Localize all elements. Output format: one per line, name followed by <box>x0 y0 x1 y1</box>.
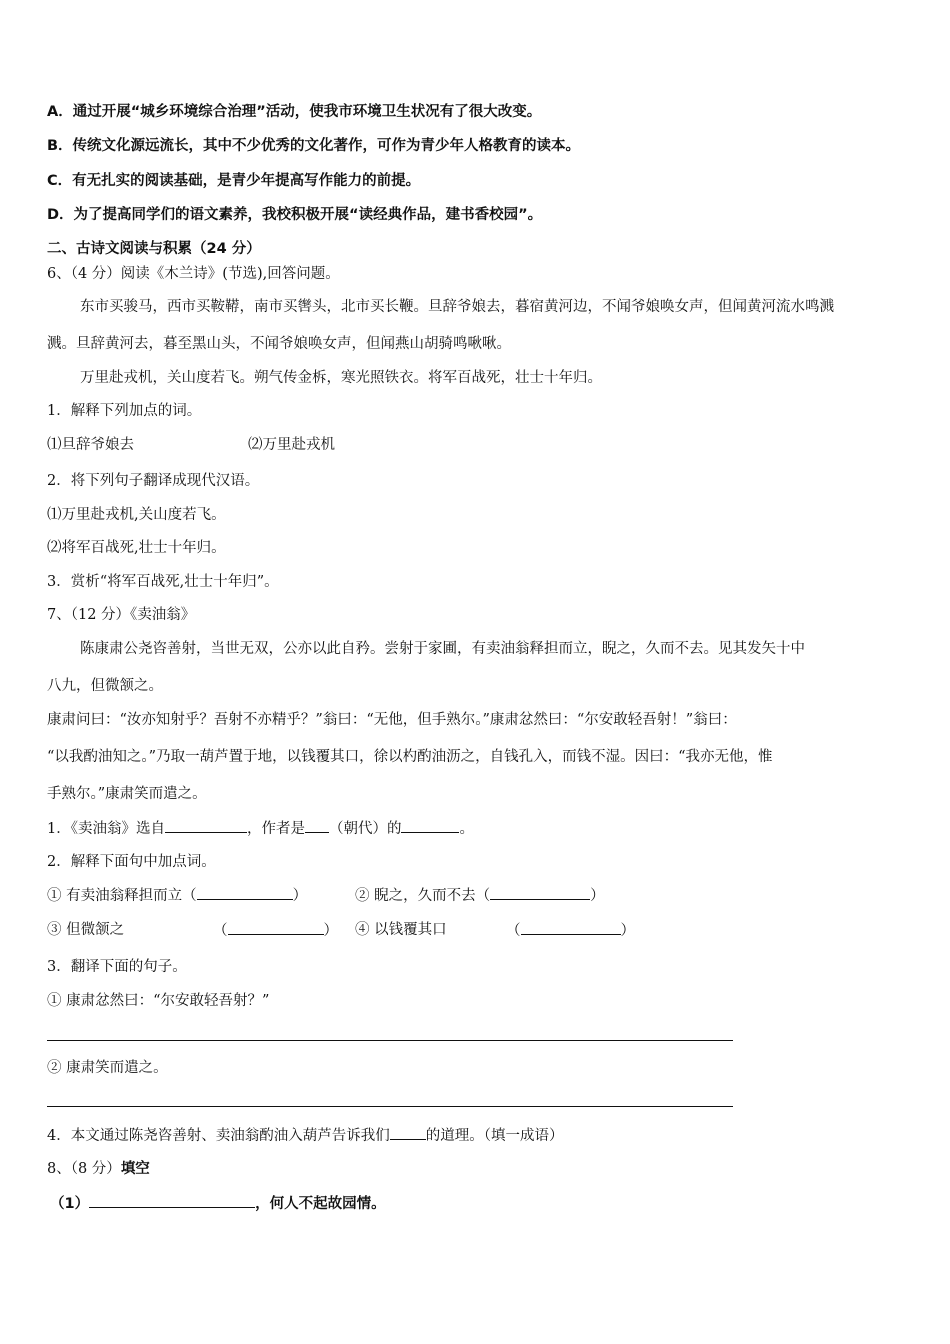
option-c: C．有无扎实的阅读基础，是青少年提高写作能力的前提。 <box>47 173 421 189</box>
q7-trans-1: ① 康肃忿然曰：“尔安敢轻吾射？” <box>47 993 270 1009</box>
answer-blank-item-4[interactable] <box>521 920 621 935</box>
q7-sub2-row-2-blank-2 <box>506 920 635 941</box>
close-paren: ） <box>620 923 635 939</box>
q8-stem <box>47 1159 150 1179</box>
answer-blank-author[interactable] <box>401 818 459 833</box>
q7-item-2-text: ② 睨之，久而不去（ <box>355 888 491 904</box>
answer-line-2[interactable] <box>47 1106 733 1107</box>
q7-stem: 7、（12 分）《卖油翁》 <box>47 607 196 623</box>
q6-sub1-item-a: ⑴旦辞爷娘去 <box>47 437 134 453</box>
q8-item-1 <box>50 1193 386 1214</box>
q7-sub1-text-1: 1．《卖油翁》选自 <box>47 821 165 837</box>
q7-sub1 <box>47 818 474 839</box>
q6-passage-line-3: 万里赴戎机，关山度若飞。朔气传金柝，寒光照铁衣。将军百战死，壮士十年归。 <box>80 370 602 386</box>
section-title: 二、古诗文阅读与积累（24 分） <box>47 241 261 257</box>
open-paren: （ <box>506 923 521 939</box>
option-b: B．传统文化源远流长，其中不少优秀的文化著作，可作为青少年人格教育的读本。 <box>47 138 581 154</box>
answer-blank-idiom[interactable] <box>390 1125 426 1140</box>
q7-sub4-text-1: 4．本文通过陈尧咨善射、卖油翁酌油入葫芦告诉我们 <box>47 1128 390 1144</box>
q7-passage-line-1: 陈康肃公尧咨善射，当世无双，公亦以此自矜。尝射于家圃，有卖油翁释担而立，睨之，久而不去。见其发矢十中 <box>80 641 805 657</box>
q7-sub4-text-2: 的道理。（填一成语） <box>425 1128 564 1144</box>
q7-item-4-text: ④ 以钱覆其口 <box>355 922 447 938</box>
close-paren: ） <box>323 923 338 939</box>
q6-sub1: 1．解释下列加点的词。 <box>47 403 202 419</box>
answer-blank-item-3[interactable] <box>228 920 324 935</box>
q7-sub2-row-1-right <box>355 885 605 906</box>
q7-sub2-row-1 <box>47 885 307 906</box>
q7-sub2-row-2-blank-1 <box>213 920 338 941</box>
q7-item-3-text: ③ 但微颔之 <box>47 922 125 938</box>
q6-sub2: 2．将下列句子翻译成现代汉语。 <box>47 473 260 489</box>
q7-sub1-text-4: 。 <box>459 821 474 837</box>
q6-passage-line-2: 溅。旦辞黄河去，暮至黑山头，不闻爷娘唤女声，但闻燕山胡骑鸣啾啾。 <box>47 336 511 352</box>
answer-blank-dynasty[interactable] <box>305 818 329 833</box>
q6-sub3: 3．赏析“将军百战死,壮士十年归”。 <box>47 574 279 590</box>
option-a: A．通过开展“城乡环境综合治理”活动，使我市环境卫生状况有了很大改变。 <box>47 104 542 120</box>
answer-blank-source[interactable] <box>165 818 247 833</box>
option-d: D．为了提高同学们的语文素养，我校积极开展“读经典作品，建书香校园”。 <box>47 207 543 223</box>
q7-passage-line-4: “以我酌油知之。”乃取一葫芦置于地，以钱覆其口，徐以杓酌油沥之，自钱孔入，而钱不湿。因曰：“我亦无他，惟 <box>47 749 773 765</box>
q7-passage-line-3: 康肃问曰：“汝亦知射乎？吾射不亦精乎？”翁曰：“无他，但手熟尔。”康肃忿然曰：“尔安敢轻吾射！”翁曰： <box>47 712 737 728</box>
q6-sub1-item-b: ⑵万里赴戎机 <box>248 437 335 453</box>
q7-passage-line-2: 八九，但微颔之。 <box>47 678 163 694</box>
q7-sub4 <box>47 1125 563 1146</box>
answer-line-1[interactable] <box>47 1040 733 1041</box>
open-paren: （ <box>213 923 228 939</box>
q7-sub1-text-3: （朝代）的 <box>328 821 402 837</box>
q8-item-1-number: （1） <box>50 1196 90 1212</box>
q7-sub2: 2．解释下面句中加点词。 <box>47 854 216 870</box>
q7-sub1-text-2: ，作者是 <box>246 821 305 837</box>
q6-stem: 6、（4 分）阅读《木兰诗》(节选),回答问题。 <box>47 266 340 282</box>
q8-stem-text: 8、（8 分） <box>47 1161 121 1177</box>
q7-sub3: 3．翻译下面的句子。 <box>47 959 187 975</box>
q6-sub2-item-a: ⑴万里赴戎机,关山度若飞。 <box>47 507 226 523</box>
answer-blank-item-1[interactable] <box>197 885 293 900</box>
q8-stem-bold: 填空 <box>120 1161 150 1177</box>
close-paren: ） <box>292 888 308 904</box>
q8-item-1-text: ，何人不起故园情。 <box>255 1196 386 1212</box>
q7-passage-line-5: 手熟尔。”康肃笑而遣之。 <box>47 786 207 802</box>
q6-passage-line-1: 东市买骏马，西市买鞍鞯，南市买辔头，北市买长鞭。旦辞爷娘去，暮宿黄河边，不闻爷娘唤女声，但闻黄河流水鸣溅 <box>80 299 834 315</box>
q7-trans-2: ② 康肃笑而遣之。 <box>47 1060 168 1076</box>
answer-blank-poem[interactable] <box>89 1193 255 1208</box>
close-paren: ） <box>590 888 605 904</box>
answer-blank-item-2[interactable] <box>490 885 590 900</box>
q7-item-1-text: ① 有卖油翁释担而立（ <box>47 888 197 904</box>
q6-sub2-item-b: ⑵将军百战死,壮士十年归。 <box>47 540 226 556</box>
